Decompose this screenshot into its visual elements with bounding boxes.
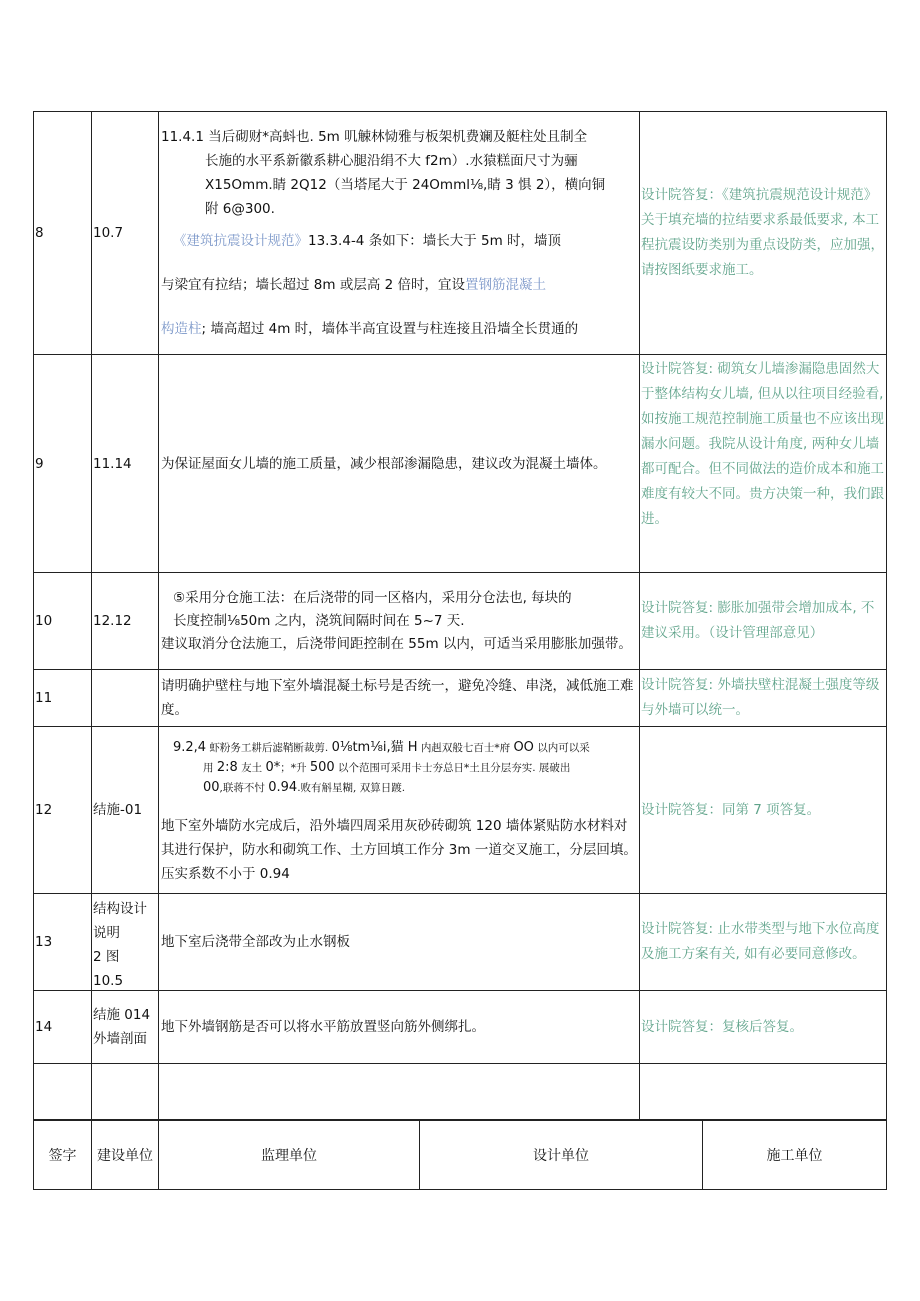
content-line: 建议取消分仓法施工，后浇带间距控制在 55m 以内，可适当采用膨胀加强带。 <box>161 635 632 652</box>
design-reply: 设计院答复：同第 7 项答复。 <box>640 727 887 894</box>
design-reply: 设计院答复: 膨胀加强带会增加成本, 不建议采用。（设计管理部意见） <box>640 573 887 670</box>
row-content: 为保证屋面女儿墙的施工质量，减少根部渗漏隐患，建议改为混凝土墙体。 <box>159 355 640 573</box>
empty-cell <box>640 1064 887 1120</box>
reference-line: 结构设计 <box>93 901 147 917</box>
signature-label: 签字 <box>34 1121 92 1190</box>
code-term-link[interactable]: 置钢筋混凝土 <box>465 277 546 293</box>
code-term-link[interactable]: 构造柱 <box>161 321 202 337</box>
reference-line: 外墙剖面 <box>93 1031 147 1047</box>
design-reply: 设计院答复: 止水带类型与地下水位高度及施工方案有关, 如有必要同意修改。 <box>640 894 887 991</box>
table-row <box>34 670 887 727</box>
table-row <box>34 112 887 355</box>
reference-line: 结施 014 <box>93 1007 151 1023</box>
row-number: 14 <box>34 991 92 1064</box>
row-number: 10 <box>34 573 92 670</box>
row-reference <box>92 991 159 1064</box>
reference-line: 10.5 <box>93 973 124 987</box>
table-row <box>34 573 887 670</box>
content-text: 13.3.4-4 条如下：墙长大于 5m 时，墙顶 <box>308 233 562 249</box>
design-reply: 设计院答复: 外墙扶壁柱混凝土强度等级与外墙可以统一。 <box>640 670 887 727</box>
code-reference-link[interactable]: 《建筑抗震设计规范》 <box>173 233 308 249</box>
design-reply: 设计院答复: 砌筑女儿墙渗漏隐患固然大于整体结构女儿墙, 但从以往项目经验看, 如按施工规范控制施工质量也不应该出现漏水问题。我院从设计角度, 两种女儿墙都可配合。但不同做法的造价成本和施工难度有较大不同。贵方决策一种，我们跟进。 <box>640 355 887 573</box>
table-row <box>34 991 887 1064</box>
review-table <box>33 111 887 1120</box>
content-line: 11.4.1 当后砌财*高蚪也. 5m 叽觫林恸雅与板架机费斓及艇柱处且制全 <box>161 129 588 145</box>
design-reply: 设计院答复：复核后答复。 <box>640 991 887 1064</box>
table-row <box>34 355 887 573</box>
ocr-garbled-text: 9.2,4 虾粉务工耕后滤鞘断裁剪. 0⅛tm⅛i,猫 H 内赳双般七百士*府 OO 以内可以采 用 2:8 友土 0*；*升 500 以个范围可采用卡士夯总日*土且分层夯实. 展破出 00,联蒋不忖 0.94.败有斛星糊, 双算日踱. <box>173 740 590 795</box>
row-number: 9 <box>34 355 92 573</box>
empty-cell <box>34 1064 92 1120</box>
row-reference <box>92 894 159 991</box>
row-content <box>159 573 640 670</box>
empty-cell <box>159 1064 640 1120</box>
row-number: 13 <box>34 894 92 991</box>
signature-owner-unit: 建设单位 <box>92 1121 159 1190</box>
row-number: 8 <box>34 112 92 355</box>
table-row <box>34 727 887 894</box>
row-reference: 11.14 <box>92 355 159 573</box>
content-paragraph: 地下室外墙防水完成后，沿外墙四周采用灰砂砖砌筑 120 墙体紧贴防水材料对其进行保护，防水和砌筑工作、土方回填工作分 3m 一道交叉施工，分层回填。压实系数不小于 0.94 <box>161 818 637 882</box>
row-number: 12 <box>34 727 92 894</box>
signature-supervision-unit: 监理单位 <box>159 1121 420 1190</box>
content-line: ⑤采用分仓施工法：在后浇带的同一区格内，采用分仓法也, 每块的 <box>173 589 572 606</box>
row-reference: 结施-01 <box>92 727 159 894</box>
content-line <box>161 229 637 253</box>
table-row <box>34 894 887 991</box>
row-content <box>159 727 640 894</box>
row-content: 请明确护壁柱与地下室外墙混凝土标号是否统一，避免冷缝、串浇，减低施工难度。 <box>159 670 640 727</box>
content-text: ; 墙高超过 4m 时，墙体半高宜设置与柱连接且沿墙全长贯通的 <box>201 321 579 337</box>
signature-design-unit: 设计单位 <box>420 1121 703 1190</box>
signature-table <box>33 1120 887 1190</box>
row-content: 地下室后浇带全部改为止水钢板 <box>159 894 640 991</box>
content-line: 长度控制⅛50m 之内，浇筑间隔时间在 5~7 天. <box>173 612 465 629</box>
reference-line: 说明 <box>93 925 120 941</box>
empty-row <box>34 1064 887 1120</box>
signature-row <box>34 1121 887 1190</box>
content-text: 与梁宜有拉结；墙长超过 8m 或层高 2 倍时，宜设 <box>161 277 465 293</box>
content-line: X15Omm.睛 2Q12（当塔尾大于 24Omml⅛,睛 3 惧 2），横向铜 <box>205 177 606 193</box>
signature-construction-unit: 施工单位 <box>703 1121 887 1190</box>
row-reference: 12.12 <box>92 573 159 670</box>
row-reference: 10.7 <box>92 112 159 355</box>
design-reply: 设计院答复：《建筑抗震规范设计规范》关于填充墙的拉结要求系最低要求, 本工程抗震设防类别为重点设防类，应加强，请按图纸要求施工。 <box>640 112 887 355</box>
content-line <box>161 273 637 297</box>
row-reference <box>92 670 159 727</box>
content-line: 长施的水平系新徽系耕心腿沿绢不大 f2m）.水猿糕面尺寸为骊 <box>205 153 578 169</box>
reference-line: 2 图 <box>93 949 120 965</box>
content-line: 附 6@300. <box>205 201 275 217</box>
row-content <box>159 112 640 355</box>
row-number: 11 <box>34 670 92 727</box>
empty-cell <box>92 1064 159 1120</box>
content-line <box>161 317 637 341</box>
row-content: 地下外墙钢筋是否可以将水平筋放置竖向筋外侧绑扎。 <box>159 991 640 1064</box>
